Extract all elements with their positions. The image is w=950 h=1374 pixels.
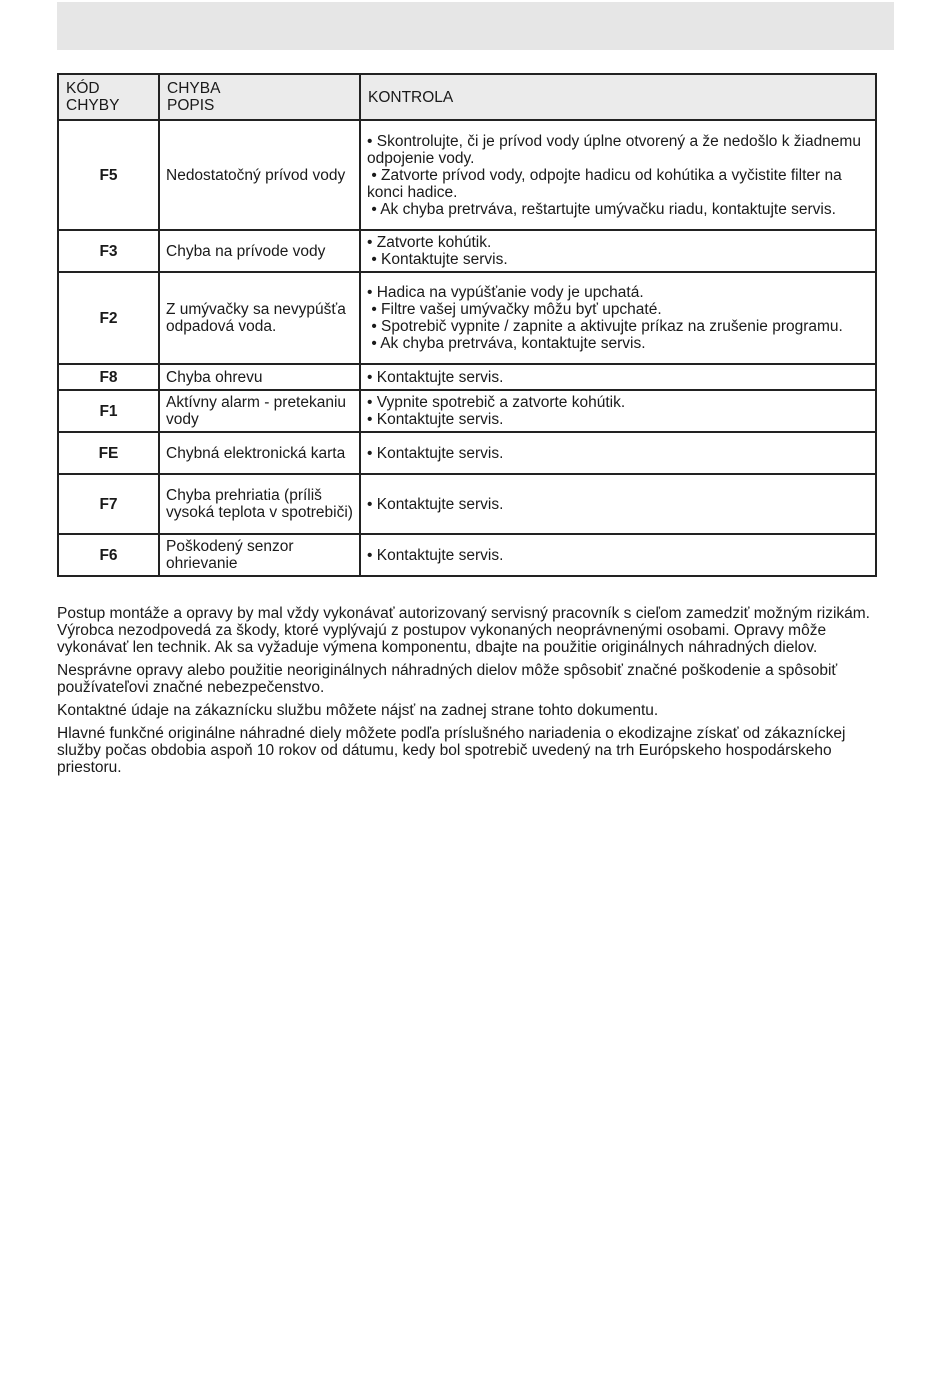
header-description-line: CHYBA — [167, 80, 221, 97]
error-check — [360, 390, 876, 432]
note-paragraph: Hlavné funkčné originálne náhradné diely môžete podľa príslušného nariadenia o ekodizajne získať od zákazníckej služby počas obdobia aspoň 10 rokov od dátumu, kedy bol spotrebič uvedený na trh Európskeho hospodárskeho priestoru. — [57, 725, 846, 776]
error-check — [360, 230, 876, 272]
error-description: Poškodený senzor ohrievanie — [159, 534, 360, 576]
check-step: • Filtre vašej umývačky môžu byť upchaté. — [367, 301, 662, 318]
check-step: • Skontrolujte, či je prívod vody úplne otvorený a že nedošlo k žiadnemu odpojenie vody. — [367, 132, 866, 167]
error-code: F1 — [58, 390, 159, 432]
error-check — [360, 272, 876, 364]
check-step: • Kontaktujte servis. — [367, 495, 504, 513]
error-code: F2 — [58, 272, 159, 364]
note-paragraph: Postup montáže a opravy by mal vždy vykonávať autorizovaný servisný pracovník s cieľom zamedziť možným rizikám. Výrobca nezodpovedá za škody, ktoré vyplývajú z postupov vykonaných neoprávnenými osobami. Opravy môže vykonávať len technik. Ak sa vyžaduje výmena komponentu, dbajte na použitie originálnych náhradných dielov. — [57, 605, 870, 656]
error-code: FE — [58, 432, 159, 474]
table-row — [58, 432, 876, 474]
error-description: Chybná elektronická karta — [159, 432, 360, 474]
header-bar — [57, 2, 894, 50]
check-step: • Kontaktujte servis. — [367, 444, 504, 462]
check-step: • Vypnite spotrebič a zatvorte kohútik. — [367, 394, 626, 411]
table-row — [58, 120, 876, 230]
check-step: • Ak chyba pretrváva, reštartujte umývačku riadu, kontaktujte servis. — [367, 200, 836, 218]
table-row — [58, 230, 876, 272]
note-paragraph: Kontaktné údaje na zákaznícku službu môžete nájsť na zadnej strane tohto dokumentu. — [57, 702, 659, 719]
table-row — [58, 364, 876, 390]
check-step: • Spotrebič vypnite / zapnite a aktivujte príkaz na zrušenie programu. — [367, 318, 843, 335]
error-description: Chyba na prívode vody — [159, 230, 360, 272]
header-check-label: KONTROLA — [368, 88, 454, 106]
header-code-line: CHYBY — [66, 97, 120, 114]
error-code-table — [57, 73, 877, 577]
error-description: Chyba prehriatia (príliš vysoká teplota v spotrebiči) — [159, 474, 360, 534]
header-code-line: KÓD — [66, 80, 100, 97]
error-description: Z umývačky sa nevypúšťa odpadová voda. — [159, 272, 360, 364]
error-check — [360, 120, 876, 230]
check-step: • Kontaktujte servis. — [367, 411, 504, 428]
header-check — [360, 74, 876, 120]
check-step: • Kontaktujte servis. — [367, 368, 504, 386]
error-description: Nedostatočný prívod vody — [159, 120, 360, 230]
error-check — [360, 474, 876, 534]
service-notes — [57, 605, 887, 782]
table-header-row — [58, 74, 876, 120]
table-row — [58, 390, 876, 432]
table-row — [58, 474, 876, 534]
error-code: F3 — [58, 230, 159, 272]
error-check — [360, 432, 876, 474]
note-paragraph: Nesprávne opravy alebo použitie neoriginálnych náhradných dielov môže spôsobiť značné poškodenie a spôsobiť používateľovi značné nebezpečenstvo. — [57, 662, 838, 696]
error-check — [360, 364, 876, 390]
check-step: • Zatvorte kohútik. — [367, 234, 492, 251]
header-description-line: POPIS — [167, 97, 215, 114]
error-code: F7 — [58, 474, 159, 534]
error-code: F5 — [58, 120, 159, 230]
table-row — [58, 534, 876, 576]
error-check — [360, 534, 876, 576]
error-code: F6 — [58, 534, 159, 576]
check-step: • Hadica na vypúšťanie vody je upchatá. — [367, 284, 644, 301]
table-row — [58, 272, 876, 364]
check-step: • Ak chyba pretrváva, kontaktujte servis. — [367, 335, 646, 352]
error-description: Chyba ohrevu — [159, 364, 360, 390]
check-step: • Kontaktujte servis. — [367, 546, 504, 564]
error-description: Aktívny alarm - pretekaniu vody — [159, 390, 360, 432]
check-step: • Kontaktujte servis. — [367, 251, 508, 268]
check-step: • Zatvorte prívod vody, odpojte hadicu od kohútika a vyčistite filter na konci hadice. — [367, 166, 847, 201]
header-code — [58, 74, 159, 120]
error-code: F8 — [58, 364, 159, 390]
header-description — [159, 74, 360, 120]
